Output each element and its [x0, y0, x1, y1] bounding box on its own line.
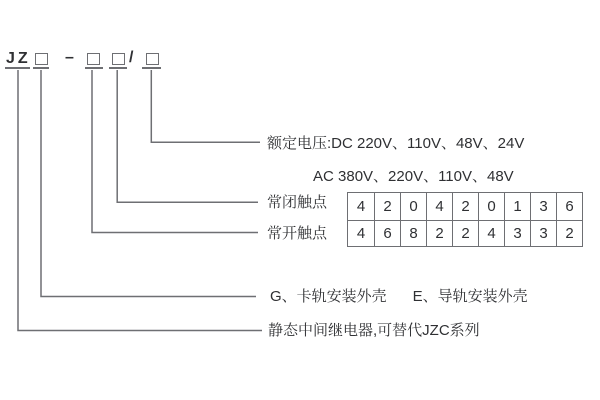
- no-contacts-label: 常开触点: [267, 224, 328, 242]
- table-cell: 3: [530, 193, 556, 220]
- model-box-no-contact-count: [87, 53, 100, 65]
- underline-voltage-box: [142, 67, 161, 69]
- model-prefix-text: JZ: [6, 50, 31, 67]
- table-cell: 8: [400, 220, 426, 247]
- table-cell: 2: [426, 220, 452, 247]
- table-cell: 0: [400, 193, 426, 220]
- nc-contacts-label: 常闭触点: [267, 194, 328, 211]
- underline-prefix: [5, 67, 30, 69]
- underline-nc-box: [109, 67, 127, 69]
- model-box-nc-contact-count: [112, 53, 125, 65]
- model-box-voltage-code: [146, 53, 159, 65]
- table-cell: 4: [426, 193, 452, 220]
- table-cell: 2: [452, 220, 478, 247]
- table-cell: 2: [374, 193, 400, 220]
- table-cell: 4: [356, 197, 366, 215]
- table-cell: 3: [504, 220, 530, 247]
- shell-type-label: [270, 289, 528, 304]
- rated-voltage-dc-label: 额定电压:DC 220V、110V、48V、24V: [267, 134, 525, 152]
- table-cell: 3: [530, 220, 556, 247]
- model-slash-separator: /: [129, 49, 134, 66]
- series-note-label: 静态中间继电器,可替代JZC系列: [268, 321, 480, 339]
- table-cell: 2: [556, 220, 582, 247]
- rated-voltage-ac-label: AC 380V、220V、110V、48V: [313, 168, 514, 185]
- underline-shell-box: [33, 67, 49, 69]
- model-box-shell-code: [35, 53, 48, 65]
- table-cell: 6: [556, 193, 582, 220]
- connector-shell-type: [41, 70, 256, 297]
- table-cell: 0: [478, 193, 504, 220]
- model-dash-separator: –: [65, 49, 74, 66]
- shell-type-g: G、卡轨安装外壳: [270, 288, 387, 305]
- connector-nc-contacts: [117, 70, 258, 202]
- table-cell: 2: [452, 193, 478, 220]
- table-cell: 4: [348, 220, 374, 247]
- connector-rated-voltage: [151, 70, 260, 142]
- contact-count-table: [347, 192, 583, 247]
- table-cell: 6: [374, 220, 400, 247]
- connector-series-note: [18, 70, 262, 331]
- table-cell: 1: [504, 193, 530, 220]
- table-cell: 4: [478, 220, 504, 247]
- underline-no-box: [85, 67, 103, 69]
- shell-type-e: E、导轨安装外壳: [412, 288, 528, 305]
